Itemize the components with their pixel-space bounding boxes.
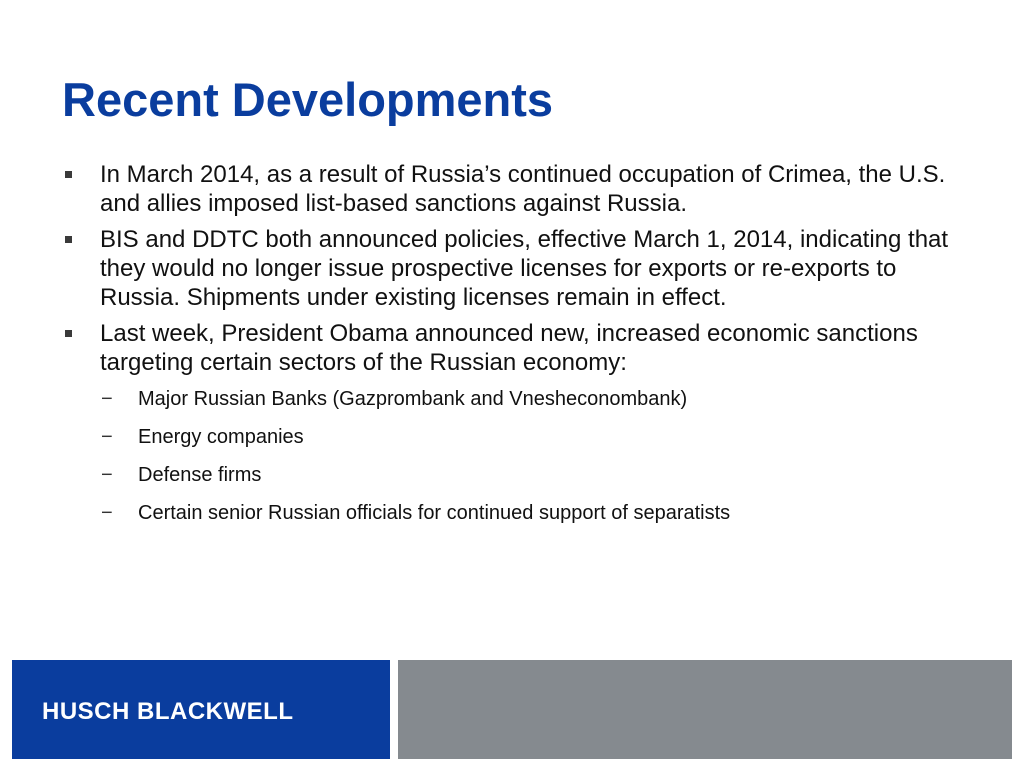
bullet-item (62, 225, 962, 312)
sub-bullet-item (62, 425, 962, 449)
slide-title: Recent Developments (62, 73, 554, 126)
sub-bullet-item (62, 387, 962, 411)
square-bullet-icon (65, 171, 72, 178)
bullet-text: In March 2014, as a result of Russia’s continued occupation of Crimea, the U.S. and allies imposed list-based sanctions against Russia. (100, 161, 946, 217)
sub-bullet-item (62, 463, 962, 487)
dash-bullet-icon: − (101, 502, 113, 524)
bullet-item (62, 160, 962, 218)
sub-bullet-item (62, 501, 962, 525)
sub-bullet-list (62, 387, 962, 525)
bullet-text: BIS and DDTC both announced policies, effective March 1, 2014, indicating that they would no longer issue prospective licenses for exports or re-exports to Russia. Shipments under existing licenses remain in effect. (100, 226, 949, 311)
sub-bullet-text: Certain senior Russian officials for continued support of separatists (138, 502, 731, 524)
husch-blackwell-logo: HUSCH BLACKWELL (42, 698, 294, 725)
sub-bullet-text: Energy companies (138, 426, 304, 448)
footer-logo-panel (12, 660, 390, 759)
dash-bullet-icon: − (101, 426, 113, 448)
sub-bullet-text: Defense firms (138, 464, 262, 486)
bullet-item (62, 319, 962, 377)
sub-bullet-text: Major Russian Banks (Gazprombank and Vnesheconombank) (138, 388, 688, 410)
square-bullet-icon (65, 236, 72, 243)
dash-bullet-icon: − (101, 464, 113, 486)
dash-bullet-icon: − (101, 388, 113, 410)
bullet-text: Last week, President Obama announced new, increased economic sanctions targeting certain sectors of the Russian economy: (100, 320, 918, 376)
footer-gray-panel (398, 660, 1012, 759)
square-bullet-icon (65, 330, 72, 337)
bullet-list (62, 160, 962, 539)
